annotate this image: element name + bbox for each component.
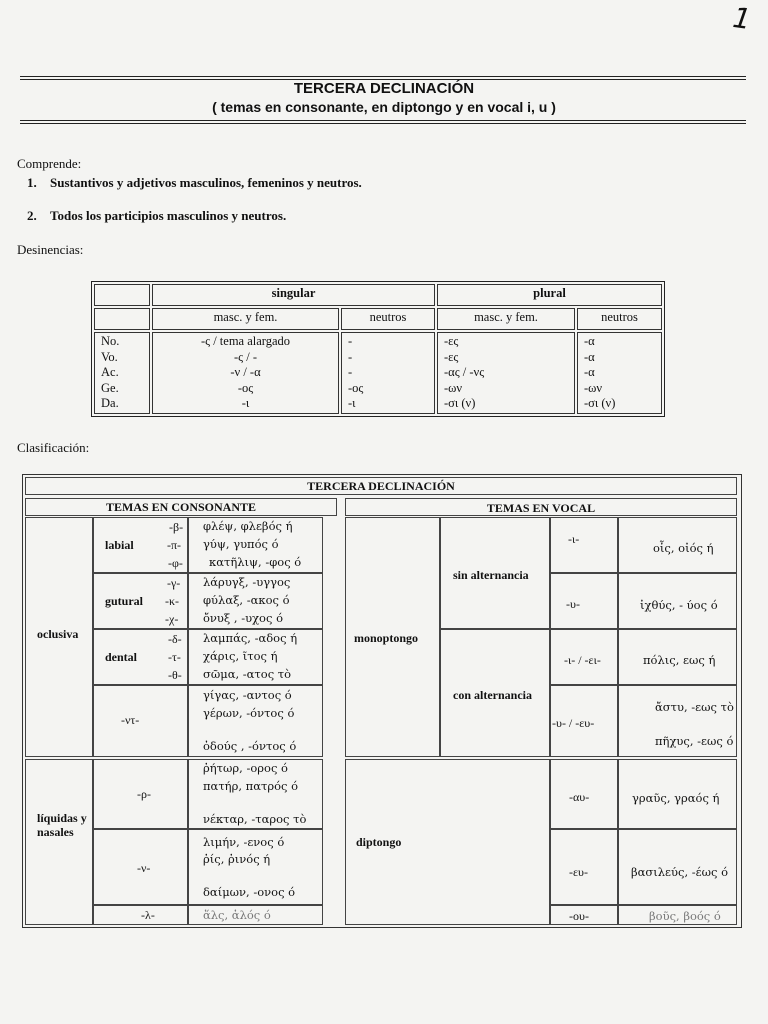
- plural-header: plural: [437, 284, 662, 306]
- sg-masc-column: [152, 332, 339, 414]
- example: λαμπάς, -αδος ή: [203, 631, 298, 645]
- pl-masc-header: masc. y fem.: [437, 308, 575, 330]
- bottom-rule-2: [20, 123, 746, 124]
- item-text: Sustantivos y adjetivos masculinos, femeninos y neutros.: [50, 175, 362, 190]
- example: ῥίς, ῥινός ή: [203, 852, 271, 866]
- empty-cell: [94, 284, 150, 306]
- main-header: TERCERA DECLINACIÓN: [307, 479, 455, 493]
- top-rule: [20, 76, 746, 77]
- ending: -σι (ν): [444, 396, 476, 410]
- stem: -β-: [169, 520, 184, 534]
- page-number: 1: [730, 0, 754, 37]
- stem: -δ-: [168, 632, 182, 646]
- body-row: [94, 332, 662, 414]
- sg-neut-column: [341, 332, 435, 414]
- desinencias-label: Desinencias:: [17, 242, 84, 257]
- example: κατῆλιψ, -φος ό: [209, 555, 302, 569]
- stem: -ι-: [568, 532, 580, 546]
- stem: -ι- / -ει-: [564, 653, 601, 667]
- dental-label: dental: [105, 650, 138, 664]
- item-number: 1.: [27, 175, 37, 190]
- example: δαίμων, -ονος ό: [203, 885, 296, 899]
- stem: -αυ-: [569, 790, 590, 804]
- stem: -χ-: [165, 612, 179, 626]
- stem: -γ-: [167, 576, 181, 590]
- empty-cell: [94, 308, 150, 330]
- stem: -θ-: [168, 668, 182, 682]
- ending: -ος: [237, 380, 254, 395]
- case-label: Vo.: [101, 349, 118, 364]
- con-alternancia-label: con alternancia: [453, 688, 532, 702]
- ending: -ς / -: [234, 349, 257, 364]
- example: ἰχθύς, - ύος ό: [640, 598, 718, 612]
- ending: -ων: [584, 380, 603, 395]
- ending: -: [348, 349, 353, 364]
- monoptongo-label: monoptongo: [354, 631, 419, 645]
- desinencias-table: [91, 281, 665, 417]
- liquidas-text: líquidas y nasales: [37, 811, 87, 839]
- ending: -ας / -νς: [444, 365, 485, 379]
- header-row: [94, 284, 662, 306]
- sg-neut-header: neutros: [341, 308, 435, 330]
- stem: -υ- / -ευ-: [552, 716, 595, 730]
- pl-neut-header: neutros: [577, 308, 662, 330]
- diptongo-label: diptongo: [356, 835, 402, 849]
- singular-header: singular: [152, 284, 435, 306]
- ending: -ι: [241, 396, 250, 410]
- case-label: No.: [101, 334, 120, 348]
- oclusiva-label: oclusiva: [37, 627, 79, 641]
- example: γίγας, -αντος ό: [203, 688, 292, 702]
- sin-alternancia-label: sin alternancia: [453, 568, 529, 582]
- example: ῥήτωρ, -ορος ό: [203, 761, 288, 775]
- ending: -ων: [444, 380, 463, 395]
- pl-masc-column: [437, 332, 575, 414]
- stem-box: [550, 517, 618, 573]
- case-label: Da.: [101, 396, 119, 410]
- ending: -: [348, 365, 353, 379]
- example: πόλις, εως ή: [643, 653, 716, 667]
- ending: -α: [584, 349, 595, 364]
- example: φλέψ, φλεβός ή: [203, 519, 293, 533]
- comprende-item-2: [27, 208, 286, 224]
- example: βοῦς, βοός ό: [649, 909, 721, 923]
- clasificacion-label: Clasificación:: [17, 440, 90, 455]
- stem: -ου-: [569, 909, 589, 923]
- example: ἄστυ, -εως τὸ: [655, 700, 734, 714]
- example: νέκταρ, -ταρος τὸ: [203, 812, 307, 826]
- example: πατήρ, πατρός ό: [203, 779, 299, 793]
- example: χάρις, ῖτος ή: [203, 649, 278, 663]
- example: γραῦς, γραός ή: [632, 791, 720, 805]
- stem-box: [550, 573, 618, 629]
- liquidas-label: [37, 811, 91, 839]
- bottom-rule: [20, 120, 746, 121]
- ending: -ες: [444, 349, 459, 364]
- ending: -: [348, 334, 353, 348]
- comprende-item-1: [27, 175, 362, 191]
- example: λιμήν, -ενος ό: [203, 835, 285, 849]
- example: γύψ, γυπός ό: [203, 537, 279, 551]
- ending: -ες: [444, 334, 459, 348]
- item-number: 2.: [27, 208, 37, 223]
- stem: -ρ-: [137, 787, 151, 801]
- page-subtitle: ( temas en consonante, en diptongo y en vocal i, u ): [212, 99, 556, 115]
- example: γέρων, -όντος ό: [203, 706, 295, 720]
- ending: -ι: [348, 396, 356, 410]
- example: ὄνυξ , -υχος ό: [203, 611, 283, 625]
- stem: -φ-: [168, 556, 183, 570]
- stem: -ντ-: [121, 713, 140, 727]
- stem: -υ-: [566, 597, 580, 611]
- stem: -τ-: [168, 650, 181, 664]
- ending: -α: [584, 334, 595, 348]
- stem: -λ-: [141, 908, 155, 922]
- right-header: TEMAS EN VOCAL: [486, 501, 596, 515]
- example: οἶς, οἰός ή: [653, 541, 714, 555]
- stem: -ν-: [137, 861, 151, 875]
- example: πῆχυς, -εως ό: [655, 734, 734, 748]
- sg-masc-header: masc. y fem.: [152, 308, 339, 330]
- example: βασιλεύς, -έως ό: [631, 865, 729, 879]
- ending: -α: [584, 365, 595, 379]
- gutural-label: gutural: [105, 594, 144, 608]
- stem: -ευ-: [569, 865, 588, 879]
- ending: -ος: [348, 380, 364, 395]
- subheader-row: [94, 308, 662, 330]
- liquidas-box: [25, 759, 93, 925]
- example: ὀδούς , -όντος ό: [203, 739, 297, 753]
- ending: -ν / -α: [230, 365, 261, 379]
- comprende-label: Comprende:: [17, 156, 82, 171]
- example: σῶμα, -ατος τὸ: [203, 667, 292, 681]
- example: λάρυγξ, -υγγος: [203, 575, 291, 589]
- ending: -σι (ν): [584, 396, 616, 410]
- left-header: TEMAS EN CONSONANTE: [105, 500, 257, 514]
- case-label: Ac.: [101, 365, 119, 379]
- page-title: TERCERA DECLINACIÓN: [293, 80, 475, 97]
- stem: -κ-: [165, 594, 180, 608]
- case-label: Ge.: [101, 380, 119, 395]
- nt-box: [93, 685, 188, 757]
- clasificacion-table: [22, 474, 742, 928]
- labial-label: labial: [105, 538, 134, 552]
- example: ἅλς, ἁλός ό: [203, 908, 271, 922]
- stem: -π-: [167, 538, 182, 552]
- item-text: Todos los participios masculinos y neutros.: [50, 208, 287, 223]
- case-column: [94, 332, 150, 414]
- pl-neut-column: [577, 332, 662, 414]
- example: φύλαξ, -ακος ό: [203, 593, 290, 607]
- ending: -ς / tema alargado: [200, 334, 291, 348]
